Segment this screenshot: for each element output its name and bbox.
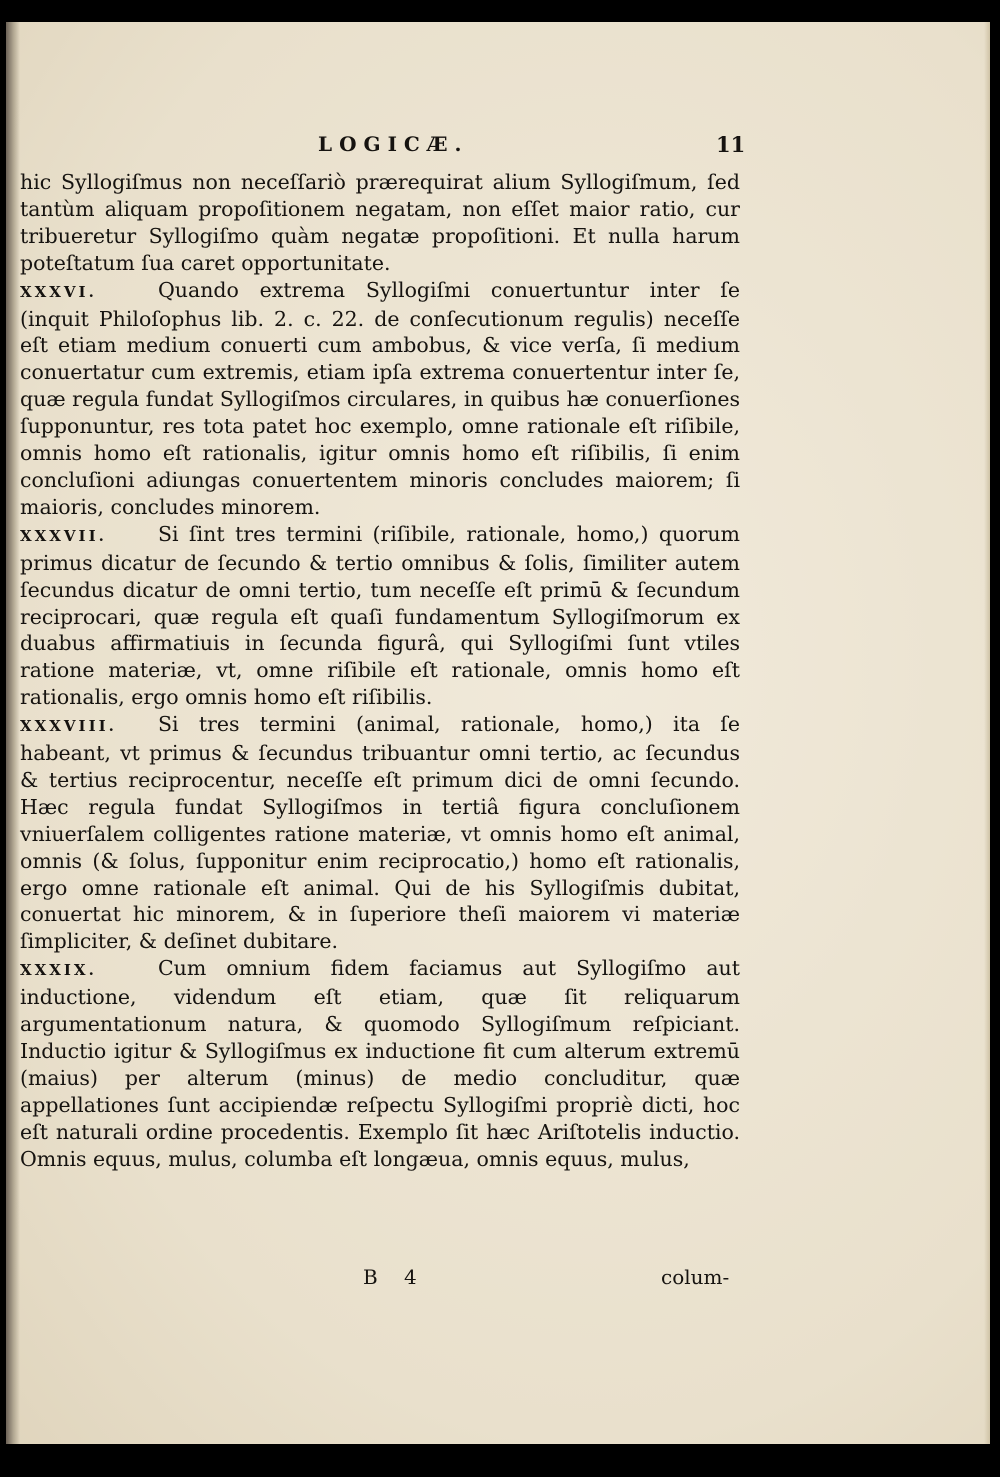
paragraph-37 [20, 521, 740, 711]
paragraph-number: XXXIX. [20, 961, 97, 980]
paragraph-number: XXXVIII. [20, 717, 117, 736]
paragraph-text: Si ſint tres termini (riſibile, rationale, homo,) quorum primus dicatur de ſecundo & tertio omnibus & ſolis, ſimiliter autem ſecundus dicatur de omni tertio, tum neceſſe eſt primū & ſecundum reciprocari, quæ regula eſt quaſi fundamentum Syllogiſmorum ex duabus affirmatiuis in ſecunda figurâ, qui Syllogiſmi ſunt vtiles ratione materiæ, vt, omne riſibile eſt rationale, omnis homo eſt rationalis, ergo omnis homo eſt riſibilis. [20, 521, 740, 710]
signature-mark: B 4 [363, 1265, 427, 1289]
opening-text: hic Syllogiſmus non neceſſariò prærequirat alium Syllogiſmum, ſed tantùm aliquam propoſitionem negatam, non eſſet maior ratio, cur tribueretur Syllogiſmo quàm negatæ propoſitioni. Et nulla harum poteſtatum ſua caret opportunitate. [20, 170, 740, 275]
page-edge [984, 22, 990, 1444]
catchword: colum- [661, 1265, 730, 1289]
paragraph-text: Quando extrema Syllogiſmi conuertuntur inter ſe (inquit Philoſophus lib. 2. c. 22. de conſecutionum regulis) neceſſe eſt etiam medium conuerti cum ambobus, & vice verſa, ſi medium conuertatur cum extremis, etiam ipſa extrema conuertentur inter ſe, quæ regula fundat Syllogiſmos circulares, in quibus hæ conuerſiones ſupponuntur, res tota patet hoc exemplo, omne rationale eſt riſibile, omnis homo eſt rationalis, igitur omnis homo eſt riſibilis, ſi enim concluſioni adiungas conuertentem minoris concludes maiorem; ſi maioris, concludes minorem. [20, 277, 740, 519]
paragraph-text: Si tres termini (animal, rationale, homo,) ita ſe habeant, vt primus & ſecundus tribuantur omni tertio, ac ſecundus & tertius reciprocentur, neceſſe eſt primum dici de omni ſecundo. Hæc regula fundat Syllogiſmos in tertiâ figura concluſionem vniuerſalem colligentes ratione materiæ, vt omnis homo eſt animal, omnis (& ſolus, ſupponitur enim reciprocatio,) homo eſt rationalis, ergo omne rationale eſt animal. Qui de his Syllogiſmis dubitat, conuertat hic minorem, & in ſuperiore theſi maiorem vi materiæ ſimpliciter, & deſinet dubitare. [20, 712, 740, 954]
paragraph-number: XXXVI. [20, 282, 97, 301]
paragraph-38 [20, 711, 740, 955]
book-page [6, 22, 990, 1444]
running-head: LOGICÆ. [318, 132, 469, 156]
body-text [20, 169, 740, 1173]
paragraph-39 [20, 955, 740, 1172]
page-gutter-shadow [6, 22, 20, 1444]
paragraph-text: Cum omnium fidem faciamus aut Syllogiſmo aut inductione, videndum eſt etiam, quæ ſit reliquarum argumentationum natura, & quomodo Syllogiſmum reſpiciant. Inductio igitur & Syllogiſmus ex inductione fit cum alterum extremū (maius) per alterum (minus) de medio concluditur, quæ appellationes ſunt accipiendæ reſpectu Syllogiſmi propriè dicti, hoc eſt naturali ordine procedentis. Exemplo ſit hæc Ariſtotelis inductio. Omnis equus, mulus, columba eſt longæua, omnis equus, mulus, [20, 956, 740, 1171]
page-number: 11 [716, 132, 746, 157]
paragraph-number: XXXVII. [20, 526, 107, 545]
paragraph-36 [20, 277, 740, 521]
